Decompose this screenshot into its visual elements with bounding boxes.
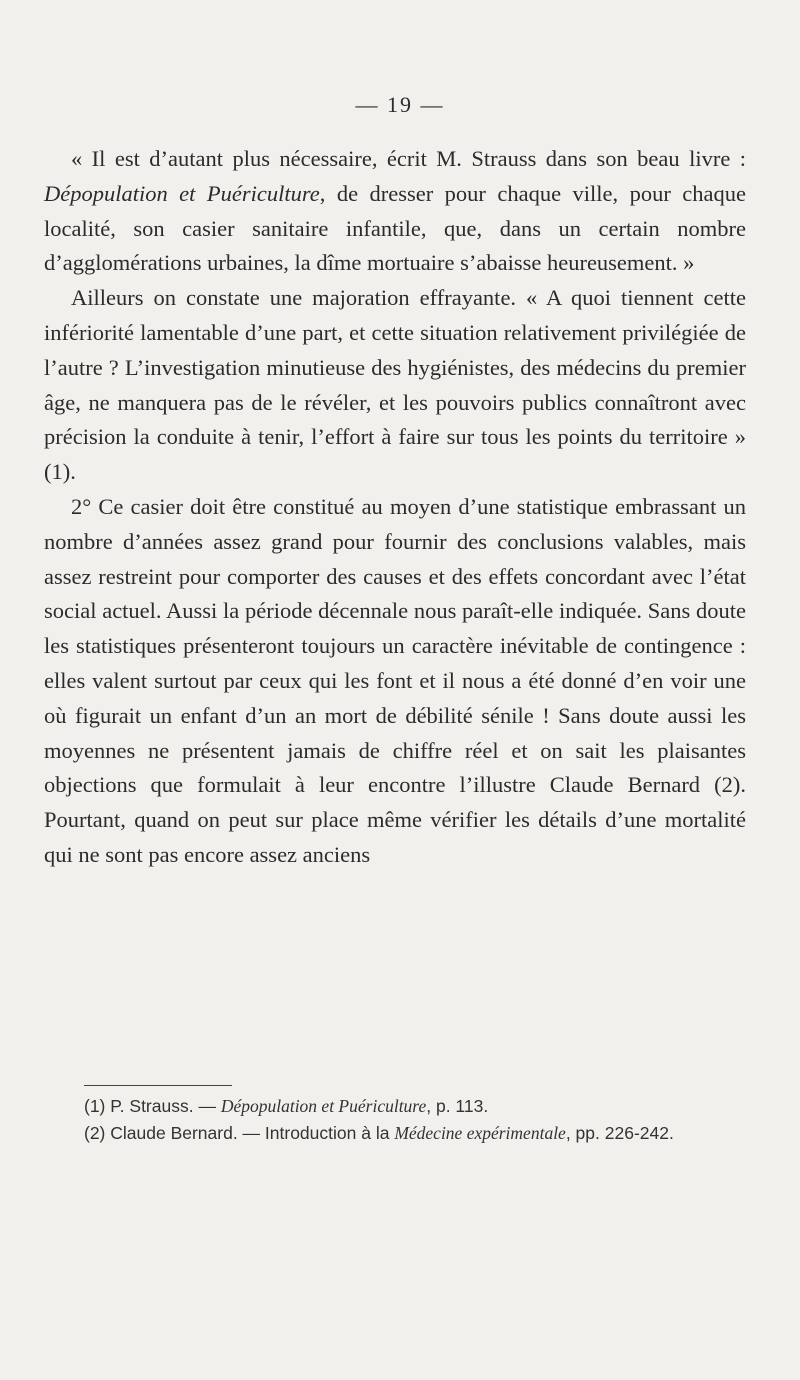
footnote-2-text-b: , pp. 226-242.	[565, 1123, 674, 1143]
footnote-2	[44, 1120, 754, 1147]
footnote-1-title: Dépopulation et Puériculture	[220, 1096, 427, 1116]
footnote-2-text-a: (2) Claude Bernard. — Introduction à la	[84, 1123, 395, 1143]
page-number: — 19 —	[355, 92, 445, 117]
paragraph-1	[44, 142, 746, 281]
footnote-1-text-b: , p. 113.	[426, 1096, 489, 1116]
paragraph-1-text-a: « Il est d’autant plus nécessaire, écrit M. Strauss dans son beau livre :	[71, 146, 746, 171]
footnote-1-text-a: (1) P. Strauss. —	[84, 1096, 221, 1116]
book-title: Dépopulation et Puériculture	[44, 180, 320, 206]
footnotes	[44, 1093, 754, 1147]
footnote-2-title: Médecine expérimentale	[394, 1123, 566, 1143]
paragraph-1-text-b: , de dresser pour chaque ville, pour chaque localité, son casier sanitaire infantile, que, dans un certain nombre d’agglomérations urbaines, la dîme mortuaire s’abaisse heureusement. »	[44, 180, 746, 276]
footnote-divider	[84, 1085, 232, 1086]
paragraph-3: 2° Ce casier doit être constitué au moyen d’une statistique embrassant un nombre d’années assez grand pour fournir des conclusions valables, mais assez restreint pour comporter des causes et des effets concordant avec l’état social actuel. Aussi la période décennale nous paraît-elle indiquée. Sans doute les statistiques présenteront toujours un caractère inévitable de contingence : elles valent surtout par ceux qui les font et il nous a été donné d’en voir une où figurait un enfant d’un an mort de débilité sénile ! Sans doute aussi les moyennes ne présentent jamais de chiffre réel et on sait les plaisantes objections que formulait à leur encontre l’illustre Claude Bernard (2). Pourtant, quand on peut sur place même vérifier les détails d’une mortalité qui ne sont pas encore assez anciens	[44, 493, 746, 867]
body-text	[44, 142, 746, 873]
paragraph-2: Ailleurs on constate une majoration effrayante. « A quoi tiennent cette infériorité lamentable d’une part, et cette situation relativement privilégiée de l’autre ? L’investigation minutieuse des hygiénistes, des médecins du premier âge, ne manquera pas de le révéler, et les pouvoirs publics connaîtront avec précision la conduite à tenir, l’effort à faire sur tous les points du territoire » (1).	[44, 285, 746, 485]
footnote-1	[44, 1093, 754, 1120]
